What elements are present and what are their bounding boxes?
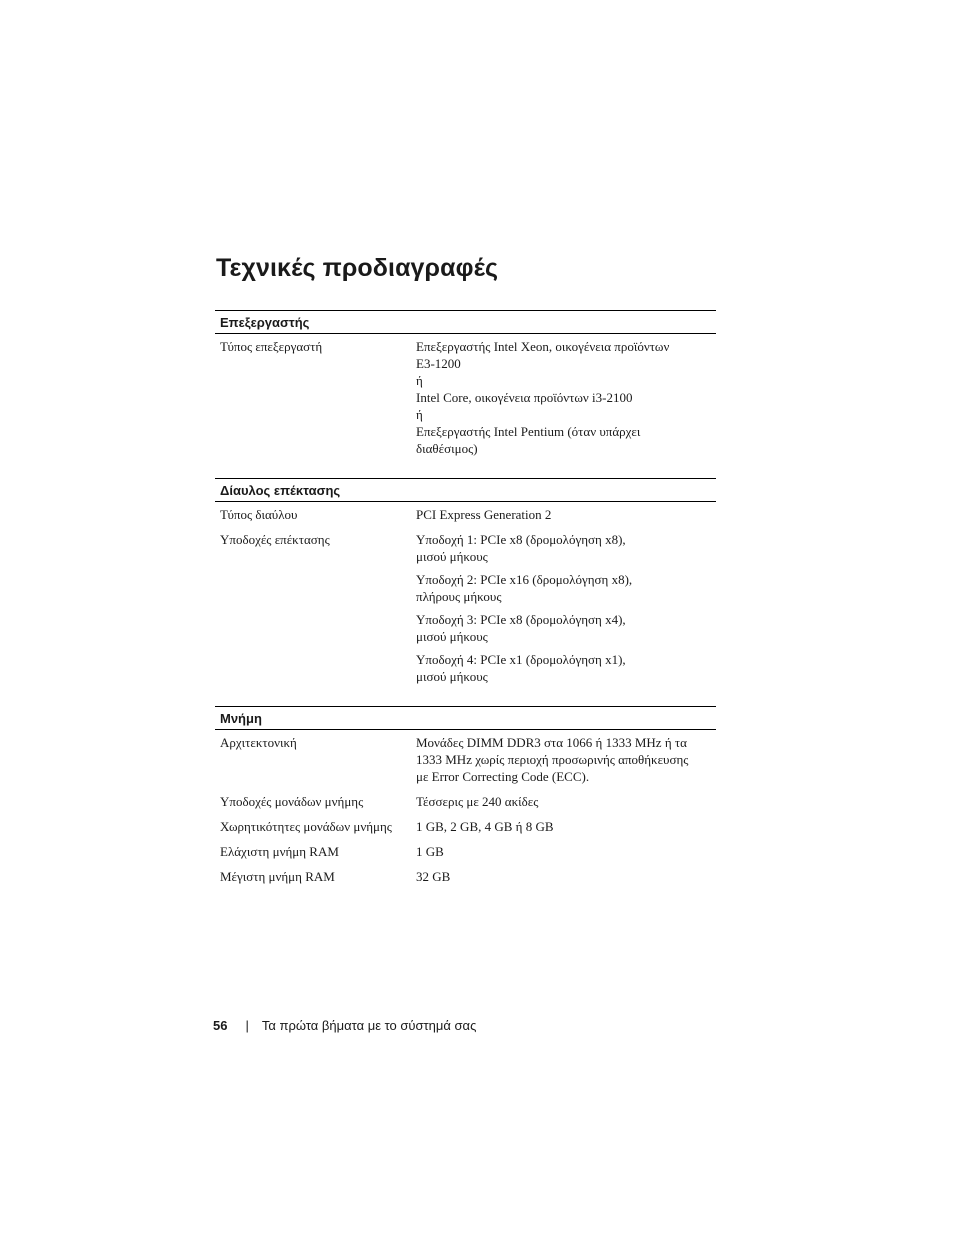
page-footer (213, 1018, 476, 1033)
spec-row-architecture (215, 734, 716, 785)
spec-value (416, 868, 716, 885)
spec-row-module-capacities (215, 818, 716, 835)
value-line: μισού μήκους (416, 669, 488, 684)
section-body-processor (215, 334, 716, 478)
value-line: πλήρους μήκους (416, 589, 502, 604)
value-line: Υποδοχή 1: PCIe x8 (δρομολόγηση x8), (416, 532, 626, 547)
slot-entry (416, 651, 716, 685)
spec-label: Μέγιστη μνήμη RAM (220, 869, 335, 884)
value-line: ή (416, 373, 423, 388)
spec-value (416, 818, 716, 835)
spec-label: Υποδοχές μονάδων μνήμης (220, 794, 364, 809)
spec-label: Υποδοχές επέκτασης (220, 532, 330, 547)
spec-value (416, 734, 716, 785)
footer-separator: | (245, 1018, 249, 1033)
value-line: 1 GB, 2 GB, 4 GB ή 8 GB (416, 819, 554, 834)
value-line: 1 GB (416, 844, 444, 859)
spec-row-memory-slots (215, 793, 716, 810)
value-line: Τέσσερις με 240 ακίδες (416, 794, 539, 809)
spec-row-expansion-slots (215, 531, 716, 685)
spec-row-bus-type (215, 506, 716, 523)
value-line: E3-1200 (416, 356, 461, 371)
value-line: 1333 MHz χωρίς περιοχή προσωρινής αποθήκευσης (416, 752, 689, 767)
slot-entry (416, 531, 716, 565)
footer-text: Τα πρώτα βήματα με το σύστημά σας (261, 1018, 477, 1033)
section-heading-memory: Μνήμη (215, 706, 716, 730)
spec-label: Χωρητικότητες μονάδων μνήμης (220, 819, 392, 834)
spec-label: Ελάχιστη μνήμη RAM (220, 844, 339, 859)
value-line: Υποδοχή 4: PCIe x1 (δρομολόγηση x1), (416, 652, 626, 667)
value-line: μισού μήκους (416, 629, 488, 644)
section-heading-processor: Επεξεργαστής (215, 310, 716, 334)
value-line: Επεξεργαστής Intel Xeon, οικογένεια προϊόντων (416, 339, 670, 354)
page-title: Τεχνικές προδιαγραφές (216, 254, 499, 282)
value-line: 32 GB (416, 869, 451, 884)
spec-value (416, 338, 716, 457)
section-body-memory (215, 730, 716, 885)
spec-value (416, 506, 716, 523)
value-line: Υποδοχή 3: PCIe x8 (δρομολόγηση x4), (416, 612, 626, 627)
spec-value (416, 843, 716, 860)
value-line: Υποδοχή 2: PCIe x16 (δρομολόγηση x8), (416, 572, 633, 587)
value-line: μισού μήκους (416, 549, 488, 564)
spec-label: Αρχιτεκτονική (220, 735, 297, 750)
value-line: Intel Core, οικογένεια προϊόντων i3-2100 (416, 390, 633, 405)
spec-row-processor-type (215, 338, 716, 457)
value-line: διαθέσιμος) (416, 441, 478, 456)
slot-entry (416, 571, 716, 605)
spec-label: Τύπος επεξεργαστή (220, 339, 323, 354)
spec-row-max-ram (215, 868, 716, 885)
section-heading-expansion-bus: Δίαυλος επέκτασης (215, 478, 716, 502)
value-line: με Error Correcting Code (ECC). (416, 769, 590, 784)
spec-table (215, 310, 716, 893)
value-line: PCI Express Generation 2 (416, 507, 552, 522)
value-line: ή (416, 407, 423, 422)
slot-entry (416, 611, 716, 645)
section-body-expansion-bus (215, 502, 716, 706)
value-line: Επεξεργαστής Intel Pentium (όταν υπάρχει (416, 424, 641, 439)
spec-label: Τύπος διαύλου (220, 507, 298, 522)
value-line: Μονάδες DIMM DDR3 στα 1066 ή 1333 MHz ή τα (416, 735, 687, 750)
spec-value (416, 531, 716, 685)
spec-row-min-ram (215, 843, 716, 860)
page-number: 56 (213, 1018, 228, 1033)
spec-value (416, 793, 716, 810)
